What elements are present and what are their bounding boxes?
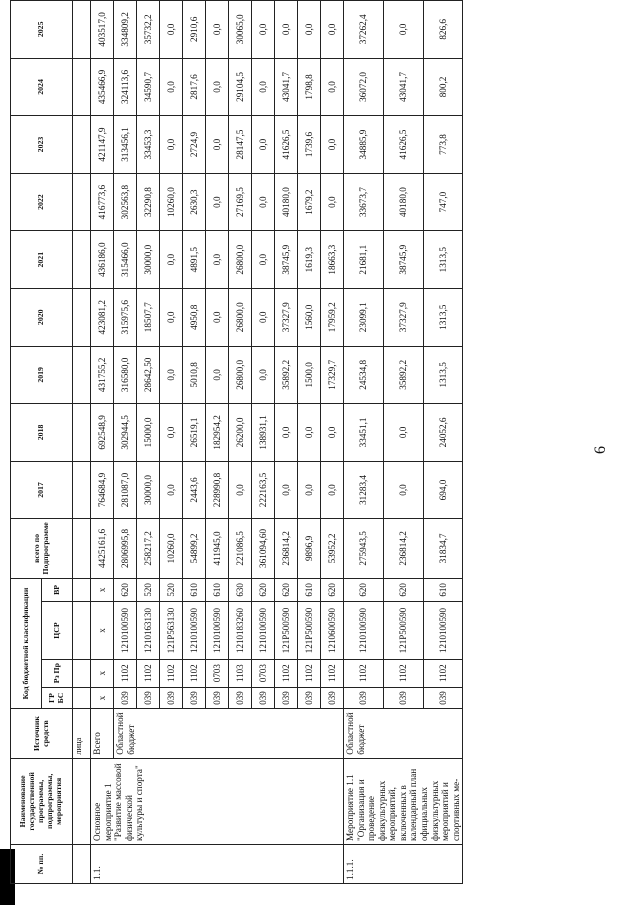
csr-code: 121P500590 [298, 602, 321, 660]
year-value: 0,0 [160, 461, 183, 519]
year-value: 18663,3 [321, 231, 344, 289]
year-value: 4891,5 [183, 231, 206, 289]
year-value: 0,0 [252, 58, 275, 116]
year-value: 0,0 [252, 173, 275, 231]
year-value: 1619,3 [298, 231, 321, 289]
year-value: 0,0 [160, 404, 183, 462]
csr-code: 121P500590 [383, 602, 423, 660]
row-source: Всего [91, 709, 114, 758]
year-value: 34590,7 [137, 58, 160, 116]
year-value: 5010,8 [183, 346, 206, 404]
year-value: 28642,50 [137, 346, 160, 404]
year-value: 26800,0 [229, 346, 252, 404]
year-value: 0,0 [321, 116, 344, 174]
year-value: 4950,8 [183, 288, 206, 346]
total-value: 236814,2 [275, 519, 298, 578]
grbs-code: 039 [229, 687, 252, 709]
rzpr-code: 1102 [275, 659, 298, 687]
year-value: 423081,2 [91, 288, 114, 346]
year-value: 43041,7 [275, 58, 298, 116]
year-value: 0,0 [298, 404, 321, 462]
grbs-code: 039 [183, 687, 206, 709]
header-vr: ВР [42, 578, 73, 602]
header-year: 2020 [11, 288, 73, 346]
year-value: 138931,1 [252, 404, 275, 462]
year-value: 40180,0 [383, 173, 423, 231]
year-value: 1313,5 [423, 346, 463, 404]
year-value: 182954,2 [206, 404, 229, 462]
grbs-code: 039 [298, 687, 321, 709]
vr-code: 630 [229, 578, 252, 602]
vr-code: 610 [183, 578, 206, 602]
header-grbs: ГР БС [42, 687, 73, 709]
year-value: 334809,2 [114, 1, 137, 59]
total-value: 411945,0 [206, 519, 229, 578]
year-value: 41626,5 [275, 116, 298, 174]
year-value: 0,0 [252, 288, 275, 346]
table-body [91, 1, 463, 884]
year-value: 0,0 [206, 116, 229, 174]
year-value: 800,2 [423, 58, 463, 116]
grbs-code: 039 [137, 687, 160, 709]
year-value: 281087,0 [114, 461, 137, 519]
year-value: 38745,9 [275, 231, 298, 289]
row-number: 1.1. [91, 845, 344, 884]
year-value: 0,0 [383, 404, 423, 462]
year-value: 747,0 [423, 173, 463, 231]
year-value: 436186,0 [91, 231, 114, 289]
year-value: 0,0 [383, 1, 423, 59]
year-value: 0,0 [321, 404, 344, 462]
grbs-code: 039 [344, 687, 384, 709]
year-value: 1798,8 [298, 58, 321, 116]
year-value: 0,0 [383, 461, 423, 519]
year-value: 1500,0 [298, 346, 321, 404]
rzpr-code: x [91, 659, 114, 687]
header-year: 2019 [11, 346, 73, 404]
header-rzpr: Рз Пр [42, 659, 73, 687]
year-value: 0,0 [252, 116, 275, 174]
year-value: 324113,6 [114, 58, 137, 116]
year-value: 15000,0 [137, 404, 160, 462]
row-name: Мероприятие 1.1 "Организация и проведение физкультурных мероприятий, включенных в календарный план официальных физкультурных мероприятий и спортивных ме- [344, 758, 463, 844]
year-value: 43041,7 [383, 58, 423, 116]
vr-code: 520 [137, 578, 160, 602]
grbs-code: 039 [206, 687, 229, 709]
year-value: 33451,1 [344, 404, 384, 462]
year-value: 0,0 [160, 346, 183, 404]
year-value: 2817,6 [183, 58, 206, 116]
year-value: 28147,5 [229, 116, 252, 174]
header-source-label: Источник средств [31, 716, 50, 751]
year-value: 21681,1 [344, 231, 384, 289]
year-value: 0,0 [321, 173, 344, 231]
year-value: 228990,8 [206, 461, 229, 519]
rzpr-code: 1102 [183, 659, 206, 687]
rzpr-code: 1102 [423, 659, 463, 687]
year-value: 1739,6 [298, 116, 321, 174]
year-value: 26200,0 [229, 404, 252, 462]
year-value: 30000,0 [137, 231, 160, 289]
table-row [344, 1, 384, 884]
total-value: 361094,60 [252, 519, 275, 578]
year-value: 0,0 [298, 461, 321, 519]
grbs-code: x [91, 687, 114, 709]
year-value: 26800,0 [229, 231, 252, 289]
year-value: 0,0 [275, 1, 298, 59]
row-number: 1.1.1. [344, 845, 463, 884]
vr-code: 620 [114, 578, 137, 602]
vr-code: 620 [275, 578, 298, 602]
year-value: 0,0 [206, 173, 229, 231]
vr-code: 610 [423, 578, 463, 602]
header-year: 2022 [11, 173, 73, 231]
year-value: 222163,5 [252, 461, 275, 519]
rzpr-code: 1102 [114, 659, 137, 687]
csr-code: 1210100590 [114, 602, 137, 660]
csr-code: 1210183260 [229, 602, 252, 660]
total-value: 53952,2 [321, 519, 344, 578]
year-value: 1313,5 [423, 231, 463, 289]
year-value: 0,0 [206, 1, 229, 59]
rzpr-code: 1102 [321, 659, 344, 687]
year-value: 764684,9 [91, 461, 114, 519]
year-value: 17329,7 [321, 346, 344, 404]
header-budget-group: Код бюджетной классификации [11, 578, 42, 709]
year-value: 0,0 [275, 404, 298, 462]
header-name: Наименование государственной программы, подпрограммы, мероприятия [11, 758, 73, 844]
year-value: 0,0 [298, 1, 321, 59]
csr-code: 1210100590 [183, 602, 206, 660]
csr-code: 1210600590 [321, 602, 344, 660]
rzpr-code: 1103 [229, 659, 252, 687]
year-value: 24534,8 [344, 346, 384, 404]
year-value: 2443,6 [183, 461, 206, 519]
vr-code: 620 [321, 578, 344, 602]
year-value: 403517,0 [91, 1, 114, 59]
year-value: 26519,1 [183, 404, 206, 462]
year-value: 2724,9 [183, 116, 206, 174]
year-value: 1560,0 [298, 288, 321, 346]
table-row [114, 1, 137, 884]
year-value: 30065,0 [229, 1, 252, 59]
rzpr-code: 1102 [298, 659, 321, 687]
csr-code: 121P563130 [160, 602, 183, 660]
row-name: Основное мероприятие 1 "Развитие массовой физической культуры и спорта" [91, 758, 344, 844]
csr-code: 121P500590 [275, 602, 298, 660]
year-value: 1679,2 [298, 173, 321, 231]
year-value: 29104,5 [229, 58, 252, 116]
vr-code: 610 [298, 578, 321, 602]
year-value: 435466,9 [91, 58, 114, 116]
year-value: 416773,6 [91, 173, 114, 231]
csr-code: x [91, 602, 114, 660]
grbs-code: 039 [321, 687, 344, 709]
total-value: 31834,7 [423, 519, 463, 578]
year-value: 38745,9 [383, 231, 423, 289]
year-value: 315975,6 [114, 288, 137, 346]
total-value: 221086,5 [229, 519, 252, 578]
rzpr-code: 1102 [344, 659, 384, 687]
year-value: 0,0 [160, 116, 183, 174]
year-value: 302944,5 [114, 404, 137, 462]
year-value: 26800,0 [229, 288, 252, 346]
year-value: 0,0 [206, 288, 229, 346]
grbs-code: 039 [423, 687, 463, 709]
year-value: 316580,0 [114, 346, 137, 404]
year-value: 32290,8 [137, 173, 160, 231]
header-row-1 [11, 1, 42, 884]
header-num: № пп. [11, 845, 73, 884]
year-value: 41626,5 [383, 116, 423, 174]
header-year: 2023 [11, 116, 73, 174]
year-value: 1313,5 [423, 288, 463, 346]
grbs-code: 039 [160, 687, 183, 709]
year-value: 0,0 [160, 288, 183, 346]
rzpr-code: 0703 [206, 659, 229, 687]
year-value: 36072,0 [344, 58, 384, 116]
grbs-code: 039 [275, 687, 298, 709]
year-value: 34885,9 [344, 116, 384, 174]
year-value: 0,0 [160, 58, 183, 116]
vr-code: 620 [383, 578, 423, 602]
budget-table [10, 0, 463, 884]
header-year: 2017 [11, 461, 73, 519]
year-value: 23099,1 [344, 288, 384, 346]
csr-code: 1210100590 [206, 602, 229, 660]
year-value: 694,0 [423, 461, 463, 519]
year-value: 0,0 [321, 461, 344, 519]
year-value: 0,0 [206, 58, 229, 116]
header-year: 2018 [11, 404, 73, 462]
year-value: 692548,9 [91, 404, 114, 462]
year-value: 31283,4 [344, 461, 384, 519]
total-value: 258217,2 [137, 519, 160, 578]
rzpr-code: 1102 [137, 659, 160, 687]
year-value: 0,0 [160, 1, 183, 59]
year-value: 37327,9 [383, 288, 423, 346]
rzpr-code: 1102 [160, 659, 183, 687]
year-value: 0,0 [206, 346, 229, 404]
vr-code: x [91, 578, 114, 602]
year-value: 315466,0 [114, 231, 137, 289]
header-row-3 [73, 1, 91, 884]
vr-code: 620 [252, 578, 275, 602]
year-value: 30000,0 [137, 461, 160, 519]
csr-code: 1210100590 [252, 602, 275, 660]
rzpr-code: 0703 [252, 659, 275, 687]
year-value: 18507,7 [137, 288, 160, 346]
header-year: 2021 [11, 231, 73, 289]
year-value: 0,0 [321, 58, 344, 116]
year-value: 0,0 [252, 231, 275, 289]
row-source: Областной бюджет [344, 709, 463, 758]
header-source-sub: лица [73, 709, 91, 758]
vr-code: 620 [344, 578, 384, 602]
page-number: 6 [592, 446, 609, 454]
header-year: 2025 [11, 1, 73, 59]
year-value: 0,0 [206, 231, 229, 289]
csr-code: 1210100590 [423, 602, 463, 660]
year-value: 0,0 [252, 1, 275, 59]
vr-code: 520 [160, 578, 183, 602]
year-value: 431755,2 [91, 346, 114, 404]
year-value: 35892,2 [383, 346, 423, 404]
total-value: 9896,9 [298, 519, 321, 578]
year-value: 826,6 [423, 1, 463, 59]
header-csr: ЦСР [42, 602, 73, 660]
year-value: 313456,1 [114, 116, 137, 174]
rzpr-code: 1102 [383, 659, 423, 687]
grbs-code: 039 [252, 687, 275, 709]
year-value: 0,0 [252, 346, 275, 404]
year-value: 2630,3 [183, 173, 206, 231]
year-value: 37327,9 [275, 288, 298, 346]
csr-code: 1210163130 [137, 602, 160, 660]
total-value: 10260,0 [160, 519, 183, 578]
year-value: 421147,9 [91, 116, 114, 174]
year-value: 35892,2 [275, 346, 298, 404]
year-value: 33673,7 [344, 173, 384, 231]
year-value: 40180,0 [275, 173, 298, 231]
csr-code: 1210100590 [344, 602, 384, 660]
table-row [91, 1, 114, 884]
year-value: 0,0 [321, 1, 344, 59]
year-value: 0,0 [229, 461, 252, 519]
total-value: 2806995,8 [114, 519, 137, 578]
year-value: 2910,6 [183, 1, 206, 59]
header-total: всего по Подпрограмме [11, 519, 73, 578]
year-value: 0,0 [275, 461, 298, 519]
total-value: 275943,5 [344, 519, 384, 578]
year-value: 773,8 [423, 116, 463, 174]
year-value: 24052,6 [423, 404, 463, 462]
year-value: 10260,0 [160, 173, 183, 231]
vr-code: 610 [206, 578, 229, 602]
year-value: 35732,2 [137, 1, 160, 59]
header-source [11, 709, 73, 758]
row-source: Областной бюджет [114, 709, 344, 758]
year-value: 37262,4 [344, 1, 384, 59]
year-value: 17959,2 [321, 288, 344, 346]
year-value: 302563,8 [114, 173, 137, 231]
header-year: 2024 [11, 58, 73, 116]
year-value: 0,0 [160, 231, 183, 289]
grbs-code: 039 [383, 687, 423, 709]
grbs-code: 039 [114, 687, 137, 709]
year-value: 33453,3 [137, 116, 160, 174]
total-value: 4425161,6 [91, 519, 114, 578]
year-value: 27169,5 [229, 173, 252, 231]
total-value: 54899,2 [183, 519, 206, 578]
total-value: 236814,2 [383, 519, 423, 578]
